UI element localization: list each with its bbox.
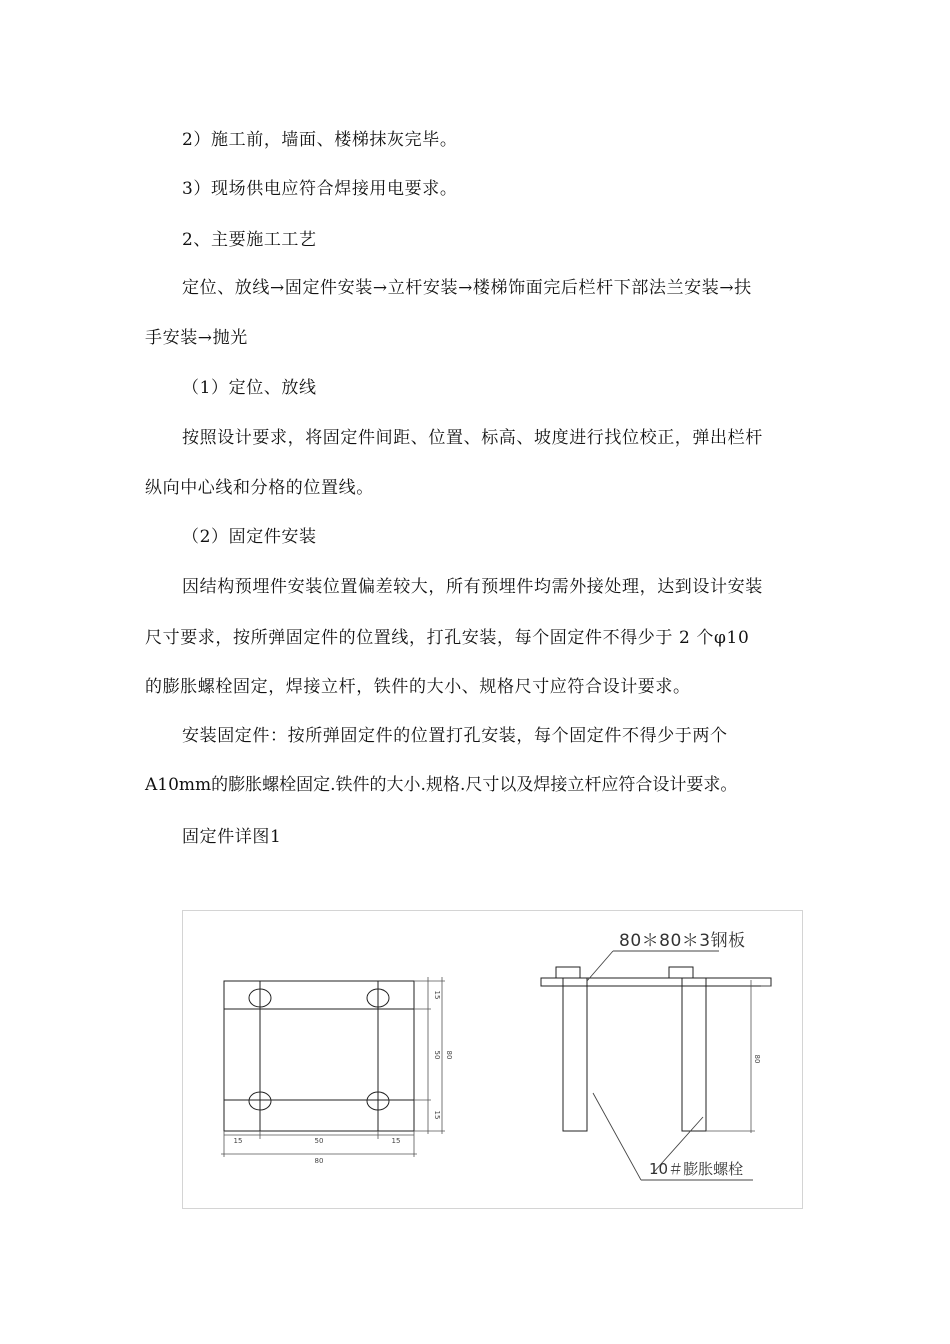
dim-text: 80 [445,1050,453,1060]
paragraph-construction-prep: 2）施工前，墙面、楼梯抹灰完毕。 [182,130,458,150]
fixing-part-detail-figure [182,910,803,1209]
dim-text: 50 [314,1137,324,1145]
heading-main-process: 2、主要施工工艺 [182,230,317,250]
steel-plate-side [541,978,771,986]
steel-plate-plan [224,981,414,1131]
paragraph-fixing-cont2: 的膨胀螺栓固定，焊接立杆，铁件的大小、规格尺寸应符合设计要求。 [145,677,691,697]
dim-text: 50 [433,1050,441,1060]
paragraph-install-fixing: 安装固定件：按所弹固定件的位置打孔安装，每个固定件不得少于两个 [182,726,728,746]
bolt-head-left [556,967,580,978]
paragraph-positioning-cont: 纵向中心线和分格的位置线。 [145,478,374,498]
dim-text: 15 [433,990,441,1000]
dim-text: 15 [233,1137,243,1145]
paragraph-positioning: 按照设计要求，将固定件间距、位置、标高、坡度进行找位校正，弹出栏杆 [182,428,763,448]
paragraph-fixing-cont1: 尺寸要求，按所弹固定件的位置线，打孔安装，每个固定件不得少于 2 个φ10 [145,628,750,648]
paragraph-process-flow-cont: 手安装→抛光 [145,328,248,348]
paragraph-process-flow: 定位、放线→固定件安装→立杆安装→楼梯饰面完后栏杆下部法兰安装→扶 [182,278,752,298]
heading-fixing-install: （2）固定件安装 [182,527,317,547]
paragraph-fixing: 因结构预埋件安装位置偏差较大，所有预埋件均需外接处理，达到设计安装 [182,577,763,597]
expansion-bolt-right [682,978,706,1131]
paragraph-install-fixing-cont: A10mm的膨胀螺栓固定.铁件的大小.规格.尺寸以及焊接立杆应符合设计要求。 [145,775,738,795]
expansion-bolt-left [563,978,587,1131]
heading-positioning: （1）定位、放线 [182,378,317,398]
fixing-part-drawing [183,911,804,1210]
plate-spec-label: 80＊80＊3钢板 [619,931,746,951]
bolt-leader-line-left [593,1093,641,1180]
dim-text: 15 [433,1110,441,1120]
dim-text: 80 [753,1054,761,1064]
bolt-head-right [669,967,693,978]
dim-text: 15 [391,1137,401,1145]
plate-leader-line [587,951,613,981]
paragraph-power-supply: 3）现场供电应符合焊接用电要求。 [182,179,458,199]
bolt-spec-label: 10＃膨胀螺栓 [649,1160,744,1178]
dim-text: 80 [314,1157,324,1165]
figure-caption: 固定件详图1 [182,827,282,847]
